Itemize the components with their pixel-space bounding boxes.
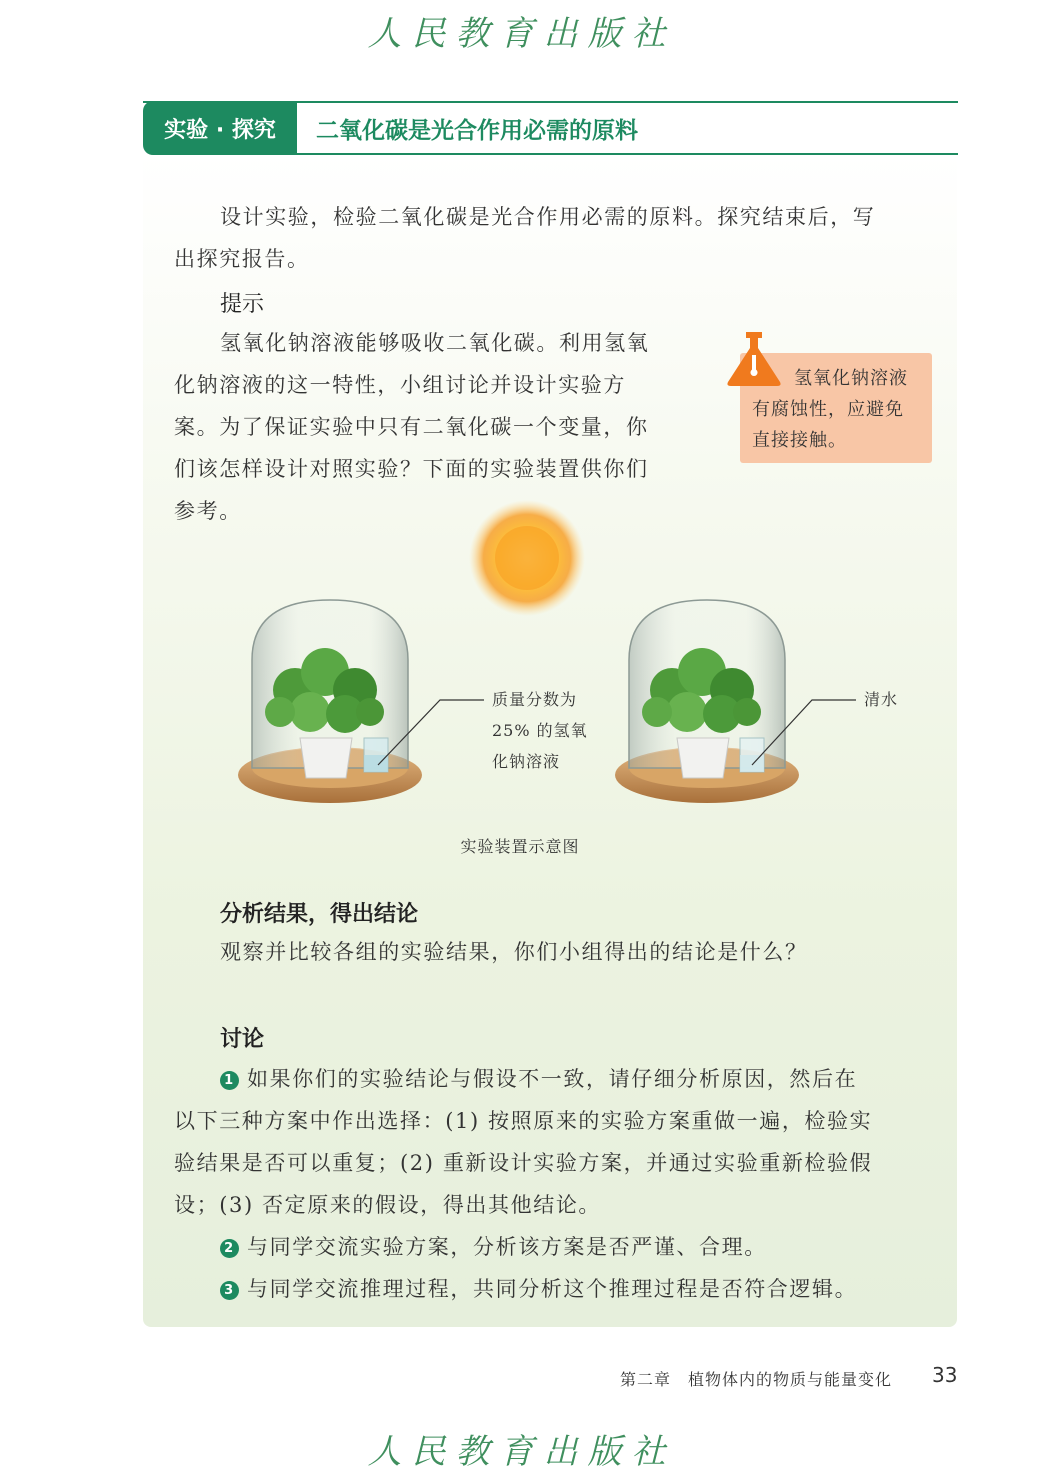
number-badge: 2 [220,1239,239,1258]
bell-jar-right [615,600,799,803]
hint-line: 们该怎样设计对照实验？下面的实验装置供你们 [174,457,649,481]
figure-caption: 实验装置示意图 [460,837,580,856]
chapter-title: 第二章 植物体内的物质与能量变化 [620,1370,893,1389]
publisher-watermark-bottom: 人民教育出版社 [367,1432,676,1472]
hint-line: 氢氧化钠溶液能够吸收二氧化碳。利用氢氧 [220,331,650,355]
figure-label-naoh [492,684,612,777]
hint-heading: 提示 [220,292,265,317]
number-badge: 3 [220,1281,239,1300]
warning-line: 有腐蚀性，应避免 [752,399,904,420]
intro-line-1: 设计实验，检验二氧化碳是光合作用必需的原料。探究结束后，写 [220,205,876,229]
figure-label-line: 化钠溶液 [492,752,561,771]
figure-label-water: 清水 [864,690,899,709]
hint-line: 案。为了保证实验中只有二氧化碳一个变量，你 [174,415,649,439]
hint-line: 参考。 [174,499,242,523]
figure-label-line: 质量分数为 [492,690,578,709]
discussion-line: 与同学交流实验方案，分析该方案是否严谨、合理。 [247,1235,767,1259]
section-title: 二氧化碳是光合作用必需的原料 [316,118,638,144]
discussion-item-2 [220,1226,767,1268]
warning-line: 直接接触。 [752,430,847,451]
figure-label-line: 25% 的氢氧 [492,721,588,740]
publisher-watermark-top: 人民教育出版社 [367,14,676,54]
analysis-text: 观察并比较各组的实验结果，你们小组得出的结论是什么？ [220,940,808,964]
discussion-heading: 讨论 [220,1027,265,1052]
hint-line: 化钠溶液的这一特性，小组讨论并设计实验方 [174,373,626,397]
intro-line-2: 出探究报告。 [174,247,310,271]
bell-jar-left [238,600,422,803]
number-badge: 1 [220,1071,239,1090]
discussion-item-3 [220,1268,857,1310]
page-number: 33 [932,1363,958,1387]
discussion-item-1-line [220,1058,857,1100]
discussion-line: 如果你们的实验结论与假设不一致，请仔细分析原因，然后在 [247,1067,858,1091]
analysis-heading: 分析结果，得出结论 [220,902,419,927]
sun-icon [469,500,585,616]
warning-line: 氢氧化钠溶液 [794,368,908,389]
section-tag: 实验 · 探究 [143,101,297,155]
discussion-line: 设；(3) 否定原来的假设，得出其他结论。 [174,1193,602,1217]
discussion-line: 与同学交流推理过程，共同分析这个推理过程是否符合逻辑。 [247,1277,858,1301]
discussion-line: 验结果是否可以重复；(2) 重新设计实验方案，并通过实验重新检验假 [174,1151,873,1175]
discussion-line: 以下三种方案中作出选择：(1) 按照原来的实验方案重做一遍，检验实 [174,1109,873,1133]
